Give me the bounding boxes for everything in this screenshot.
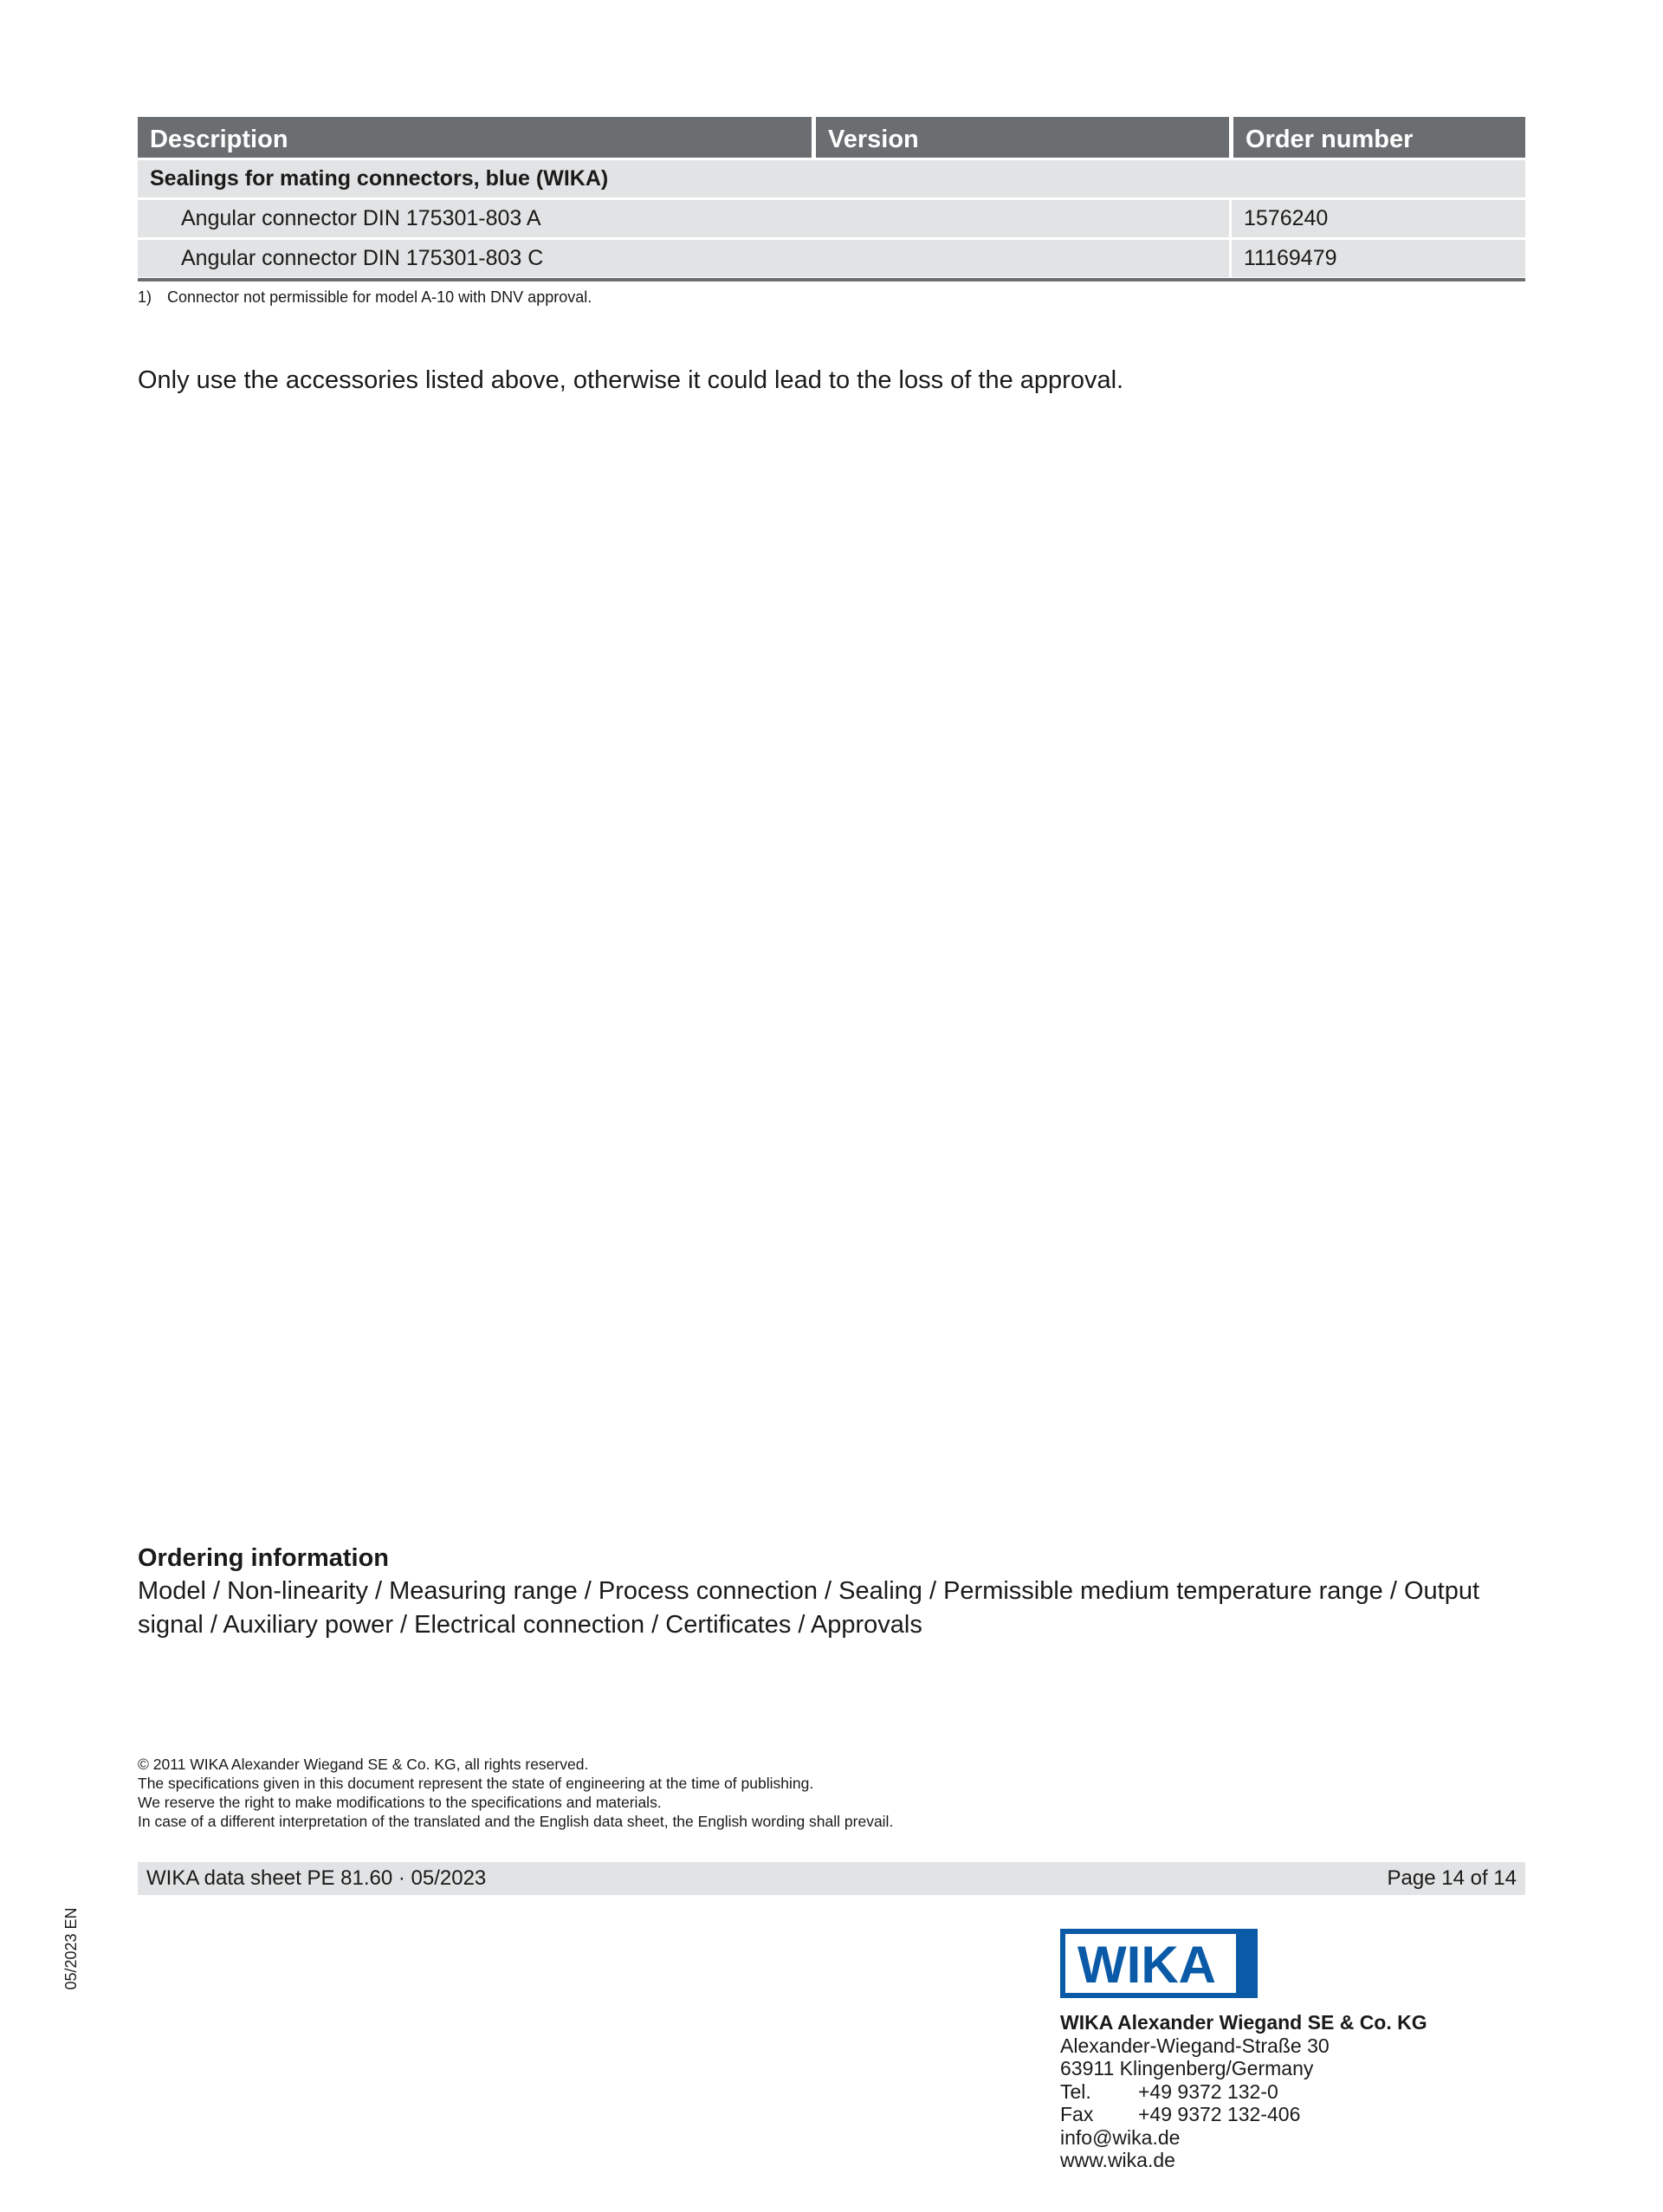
ordering-line-1: Model / Non-linearity / Measuring range / Process connection / Sealing / Permissible medium temperature range / Output bbox=[138, 1577, 1480, 1605]
company-name: WIKA Alexander Wiegand SE & Co. KG bbox=[1060, 2011, 1427, 2034]
header-order-number: Order number bbox=[1229, 117, 1525, 158]
header-version: Version bbox=[812, 117, 1229, 158]
table-header bbox=[138, 117, 1525, 158]
side-date-label: 05/2023 EN bbox=[62, 1907, 80, 1990]
footnote-number: 1) bbox=[138, 288, 152, 306]
fax bbox=[1060, 2103, 1427, 2126]
accessories-table bbox=[138, 117, 1525, 281]
table-group-row bbox=[138, 160, 1525, 197]
page-number: Page 14 of 14 bbox=[1387, 1866, 1517, 1890]
row-description: Angular connector DIN 175301-803 C bbox=[138, 240, 1229, 277]
group-title: Sealings for mating connectors, blue (WIKA) bbox=[138, 160, 1525, 197]
page-footer bbox=[138, 1862, 1525, 1895]
website-link[interactable]: www.wika.de bbox=[1060, 2149, 1175, 2171]
copyright-line: In case of a different interpretation of the translated and the English data sheet, the English wording shall prevail. bbox=[138, 1813, 894, 1830]
row-order-number: 11169479 bbox=[1229, 240, 1525, 277]
city: 63911 Klingenberg/Germany bbox=[1060, 2057, 1314, 2079]
row-order-number: 1576240 bbox=[1229, 200, 1525, 237]
company-address bbox=[1060, 2011, 1427, 2172]
email-link[interactable]: info@wika.de bbox=[1060, 2125, 1181, 2149]
fax-label: Fax bbox=[1060, 2103, 1094, 2125]
ordering-information bbox=[138, 1542, 1525, 1642]
copyright-notice bbox=[138, 1755, 893, 1831]
tel-number: +49 9372 132-0 bbox=[1138, 2079, 1278, 2103]
logo-text: WIKA bbox=[1077, 1936, 1216, 1994]
approval-notice: Only use the accessories listed above, otherwise it could lead to the loss of the approval. bbox=[138, 366, 1124, 394]
wika-logo bbox=[1060, 1929, 1258, 1998]
datasheet-reference: WIKA data sheet PE 81.60 · 05/2023 bbox=[146, 1866, 487, 1890]
copyright-line: We reserve the right to make modifications to the specifications and materials. bbox=[138, 1794, 662, 1811]
footnote-text: Connector not permissible for model A-10 with DNV approval. bbox=[167, 288, 592, 306]
table-row bbox=[138, 240, 1525, 277]
telephone bbox=[1060, 2080, 1427, 2104]
copyright-line: © 2011 WIKA Alexander Wiegand SE & Co. KG, all rights reserved. bbox=[138, 1756, 589, 1773]
copyright-line: The specifications given in this document represent the state of engineering at the time of publishing. bbox=[138, 1775, 814, 1792]
table-bottom-rule bbox=[138, 278, 1525, 281]
tel-label: Tel. bbox=[1060, 2079, 1091, 2103]
footnote bbox=[138, 288, 592, 307]
ordering-title: Ordering information bbox=[138, 1544, 389, 1572]
table-row bbox=[138, 200, 1525, 237]
row-description: Angular connector DIN 175301-803 A bbox=[138, 200, 1229, 237]
header-description: Description bbox=[138, 117, 812, 158]
street: Alexander-Wiegand-Straße 30 bbox=[1060, 2034, 1330, 2057]
ordering-line-2: signal / Auxiliary power / Electrical connection / Certificates / Approvals bbox=[138, 1611, 922, 1639]
fax-number: +49 9372 132-406 bbox=[1138, 2103, 1301, 2125]
